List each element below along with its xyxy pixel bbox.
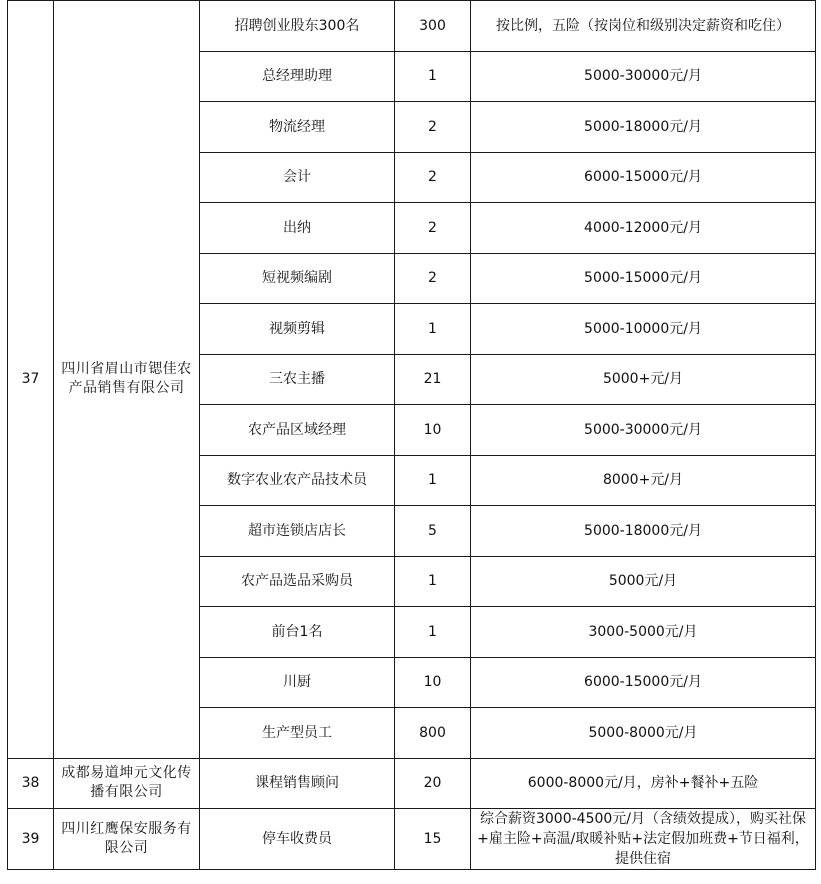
company-name: 四川红鹰保安服务有限公司 [54,809,200,870]
benefits-cell: 3000-5000元/月 [471,607,816,658]
count-cell: 1 [395,51,471,102]
position-cell: 超市连锁店店长 [200,506,395,557]
count-cell: 10 [395,657,471,708]
benefits-cell: 6000-15000元/月 [471,152,816,203]
count-cell: 2 [395,102,471,153]
count-cell: 1 [395,556,471,607]
count-cell: 300 [395,1,471,52]
position-cell: 生产型员工 [200,708,395,759]
position-cell: 物流经理 [200,102,395,153]
position-cell: 数字农业农产品技术员 [200,455,395,506]
position-cell: 农产品选品采购员 [200,556,395,607]
position-cell: 三农主播 [200,354,395,405]
count-cell: 1 [395,607,471,658]
position-cell: 前台1名 [200,607,395,658]
count-cell: 21 [395,354,471,405]
table-row [8,758,816,809]
position-cell: 短视频编剧 [200,253,395,304]
table-row [8,1,816,52]
benefits-cell: 综合薪资3000-4500元/月（含绩效提成），购买社保+雇主险+高温/取暖补贴+法定假加班费+节日福利，提供住宿 [471,809,816,870]
company-name: 四川省眉山市锶佳农产品销售有限公司 [54,1,200,759]
benefits-cell: 5000-15000元/月 [471,253,816,304]
count-cell: 2 [395,203,471,254]
benefits-cell: 8000+元/月 [471,455,816,506]
count-cell: 20 [395,758,471,809]
position-cell: 课程销售顾问 [200,758,395,809]
benefits-cell: 按比例，五险（按岗位和级别决定薪资和吃住） [471,1,816,52]
count-cell: 5 [395,506,471,557]
company-name: 成都易道坤元文化传播有限公司 [54,758,200,809]
table-row [8,809,816,870]
position-cell: 出纳 [200,203,395,254]
benefits-cell: 4000-12000元/月 [471,203,816,254]
count-cell: 800 [395,708,471,759]
benefits-cell: 5000-8000元/月 [471,708,816,759]
benefits-cell: 5000-10000元/月 [471,304,816,355]
count-cell: 1 [395,304,471,355]
position-cell: 会计 [200,152,395,203]
benefits-cell: 5000元/月 [471,556,816,607]
position-cell: 视频剪辑 [200,304,395,355]
count-cell: 15 [395,809,471,870]
position-cell: 停车收费员 [200,809,395,870]
count-cell: 2 [395,253,471,304]
row-number: 39 [8,809,54,870]
count-cell: 1 [395,455,471,506]
position-cell: 农产品区域经理 [200,405,395,456]
benefits-cell: 6000-8000元/月，房补+餐补+五险 [471,758,816,809]
row-number: 37 [8,1,54,759]
jobs-table [7,0,816,870]
position-cell: 川厨 [200,657,395,708]
benefits-cell: 6000-15000元/月 [471,657,816,708]
count-cell: 2 [395,152,471,203]
count-cell: 10 [395,405,471,456]
benefits-cell: 5000-18000元/月 [471,102,816,153]
benefits-cell: 5000-30000元/月 [471,405,816,456]
benefits-cell: 5000-30000元/月 [471,51,816,102]
position-cell: 招聘创业股东300名 [200,1,395,52]
benefits-cell: 5000-18000元/月 [471,506,816,557]
row-number: 38 [8,758,54,809]
benefits-cell: 5000+元/月 [471,354,816,405]
position-cell: 总经理助理 [200,51,395,102]
